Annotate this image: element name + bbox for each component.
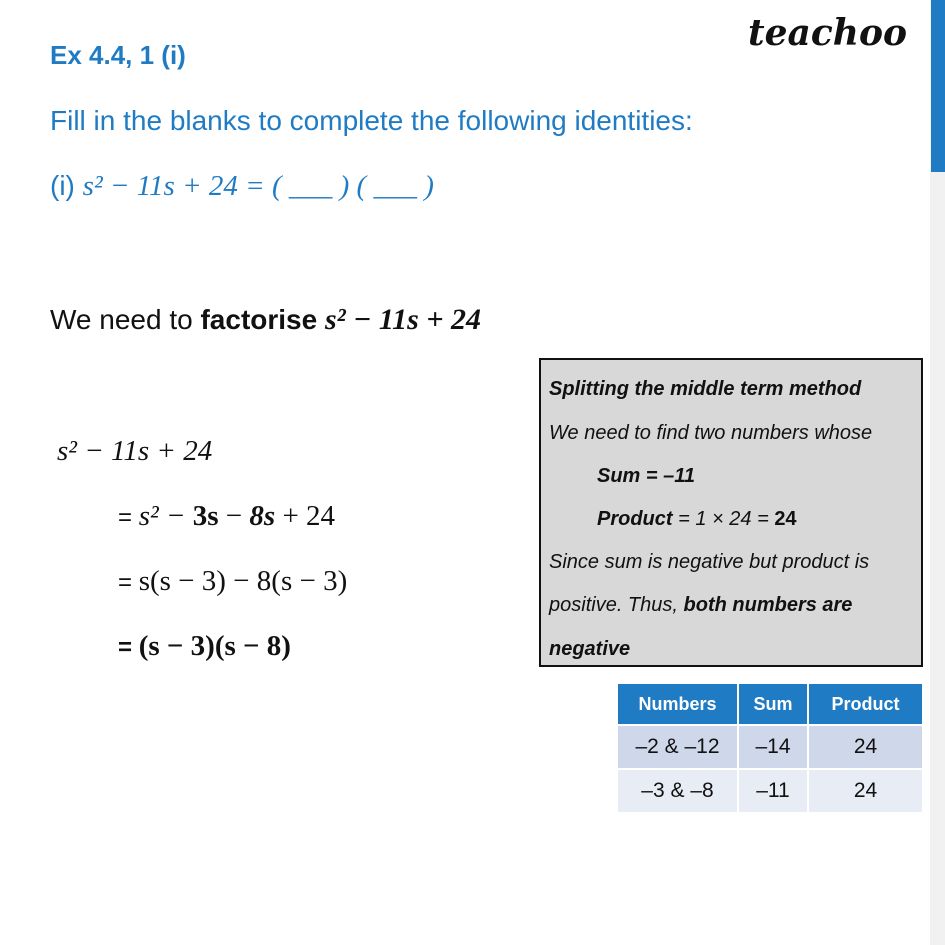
- question-part: [50, 170, 434, 203]
- header-product: Product: [809, 684, 922, 724]
- step-3: [118, 630, 291, 663]
- cell-sum: –11: [739, 770, 807, 812]
- step-1: [118, 500, 335, 533]
- line-5-b: both numbers are: [683, 594, 853, 616]
- intro-bold: factorise: [200, 304, 318, 335]
- intro-text: We need to: [50, 304, 201, 335]
- header-numbers: Numbers: [618, 684, 737, 724]
- exercise-heading: Ex 4.4, 1 (i): [50, 40, 186, 70]
- question-expression: s² − 11s + 24 = ( ___ ) ( ___ ): [82, 170, 434, 202]
- part-label: (i): [50, 170, 75, 201]
- teachoo-logo: teachoo: [748, 12, 907, 54]
- cell-numbers: –2 & –12: [618, 726, 737, 768]
- sum-value: = –11: [640, 465, 696, 487]
- cell-sum: –14: [739, 726, 807, 768]
- line-5-a: positive. Thus,: [549, 594, 684, 616]
- step-1-bold-2: 8s: [249, 500, 276, 532]
- product-result: 24: [774, 508, 797, 530]
- table-header-row: [618, 684, 922, 724]
- scrollbar-thumb[interactable]: [931, 0, 945, 172]
- step-1-equals: =: [118, 504, 139, 531]
- step-2-equals: =: [118, 569, 139, 596]
- table-row: [618, 770, 922, 812]
- method-sum: [597, 465, 695, 488]
- table-row: [618, 726, 922, 768]
- method-title: Splitting the middle term method: [549, 378, 862, 400]
- product-label: Product: [597, 508, 673, 530]
- method-line-1: We need to find two numbers whose: [549, 422, 873, 444]
- step-1-start: s² −: [138, 500, 193, 532]
- step-3-equals: =: [118, 634, 139, 661]
- method-line-4: Since sum is negative but product is: [549, 551, 870, 573]
- method-line-6: negative: [549, 638, 631, 660]
- product-value: = 1 × 24 =: [672, 508, 775, 530]
- intro-expression: s² − 11s + 24: [324, 303, 481, 336]
- cell-numbers: –3 & –8: [618, 770, 737, 812]
- cell-product: 24: [809, 770, 922, 812]
- solution-intro: [50, 303, 481, 337]
- step-1-bold-1: 3s: [192, 500, 219, 532]
- header-sum: Sum: [739, 684, 807, 724]
- method-product: [597, 508, 797, 531]
- step-1-end: + 24: [275, 500, 336, 532]
- step-3-result: (s − 3)(s − 8): [138, 630, 291, 662]
- question-instruction: Fill in the blanks to complete the following identities:: [50, 105, 693, 136]
- pairs-table: [616, 682, 924, 814]
- step-0: s² − 11s + 24: [57, 435, 213, 467]
- step-2: [118, 565, 347, 598]
- step-1-mid: −: [218, 500, 250, 532]
- step-2-expr: s(s − 3) − 8(s − 3): [138, 565, 348, 597]
- method-box: [539, 358, 923, 667]
- sum-label: Sum: [597, 465, 641, 487]
- cell-product: 24: [809, 726, 922, 768]
- method-line-5: [549, 594, 852, 617]
